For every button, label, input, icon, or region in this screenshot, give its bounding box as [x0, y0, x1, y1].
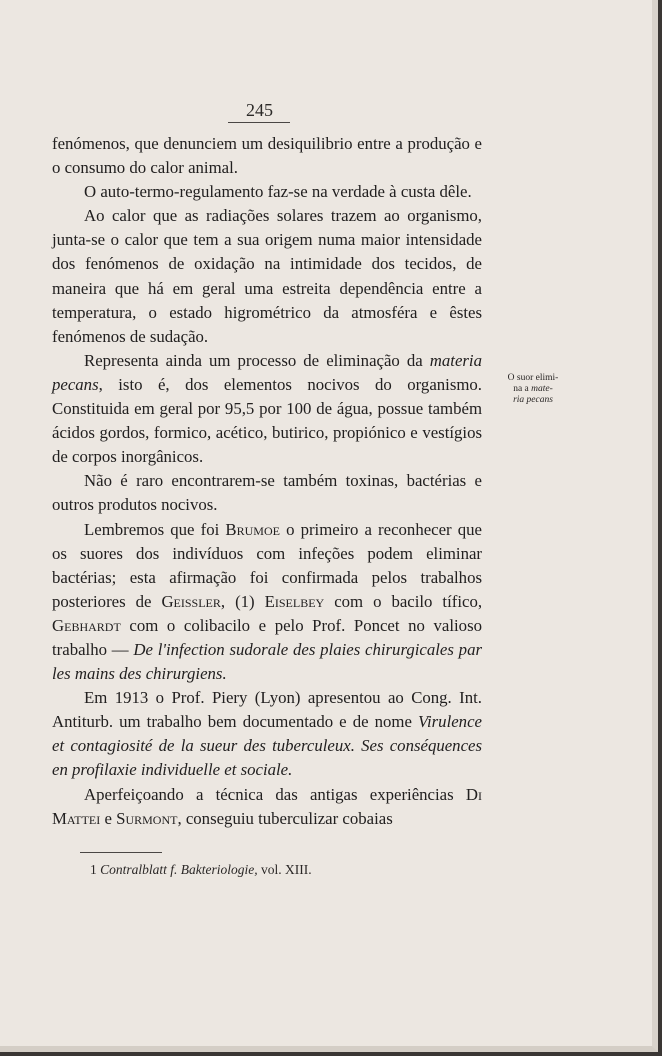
footnote-journal: Contralblatt f. Bakteriologie,: [100, 862, 258, 877]
page-number: 245: [246, 100, 273, 120]
paragraph-6: [52, 518, 482, 687]
body-text: [52, 132, 482, 831]
poncet-work-title: De l'infection sudorale des plaies chirurgicales par les mains des chirurgiens.: [52, 639, 482, 684]
margin-note-mate: mate-: [531, 384, 553, 394]
margin-note-line-3: ria pecans: [513, 395, 553, 405]
author-brumoe: Brumoe: [225, 519, 280, 539]
p7-text-a: Em 1913 o Prof. Piery (Lyon) apresentou ao Cong. Int. Antiturb. um trabalho bem documentado e de nome: [52, 688, 482, 732]
footnote-volume: vol. XIII.: [261, 862, 312, 877]
margin-note: [493, 373, 573, 406]
margin-note-line-1: O suor elimi-: [507, 373, 559, 383]
p8-text-e: e: [104, 808, 112, 828]
p8-text-b: conseguiu tuberculizar cobaias: [185, 808, 393, 828]
p6-text-b: o primeiro a reconhecer que os suores dos indivíduos com infeções podem eliminar bactérias; esta afirmação foi confirmada pelos trabalhos posteriores de: [52, 519, 482, 611]
margin-note-na-a: na a: [513, 384, 529, 394]
p6-text-c: com o bacilo tífico,: [334, 591, 483, 611]
paragraph-2: O auto-termo-regulamento faz-se na verdade à custa dêle.: [84, 182, 472, 202]
paragraph-1: fenómenos, que denunciem um desiquilibrio entre a produção e o consumo do calor animal.: [52, 134, 482, 178]
paragraph-3: Ao calor que as radiações solares trazem ao organismo, junta-se o calor que tem a sua origem numa maior intensidade dos fenómenos de oxidação na intimidade dos tecidos, de maneira que há em geral uma estreita dependência entre a temperatura, o estado higrométrico da atmosféra e êstes fenómenos de sudação.: [52, 206, 482, 346]
piery-work-title: Virulence et contagiosité de la sueur des tuberculeux. Ses conséquences en profilaxie individuelle et sociale.: [52, 712, 482, 780]
footnote-reference: (1): [235, 591, 255, 611]
author-gebhardt: Gebhardt: [52, 615, 121, 635]
p4-text-a: Representa ainda um processo de eliminação da: [84, 350, 423, 370]
author-geissler: Geissler,: [161, 591, 226, 611]
p6-text-d: com o colibacilo e pelo Prof. Poncet no valioso trabalho —: [52, 615, 482, 659]
paragraph-4: [52, 349, 482, 469]
author-surmont: Surmont,: [116, 808, 182, 828]
materia-pecans-term: materia pecans: [52, 350, 482, 394]
p6-text-a: Lembremos que foi: [84, 519, 220, 539]
author-eiselbey: Eiselbey: [264, 591, 325, 611]
page-number-rule: [228, 122, 290, 123]
margin-note-line-2: [493, 384, 573, 395]
footnote-rule: [80, 852, 162, 853]
footnote-mark: 1: [90, 862, 97, 877]
paragraph-8: [52, 783, 482, 831]
p8-text-a: Aperfeiçoando a técnica das antigas experiências: [84, 784, 454, 804]
footnote: [90, 862, 312, 878]
paragraph-5: Não é raro encontrarem-se também toxinas, bactérias e outros produtos nocivos.: [52, 471, 482, 515]
paragraph-7: [52, 686, 482, 782]
author-di-mattei: Di Mattei: [52, 784, 482, 828]
p4-text-c: , isto é, dos elementos nocivos do organismo. Constituida em geral por 95,5 por 100 de água, possue também ácidos gordos, formico, acético, butirico, propiónico e vestígios de corpos inorgânicos.: [52, 374, 482, 467]
